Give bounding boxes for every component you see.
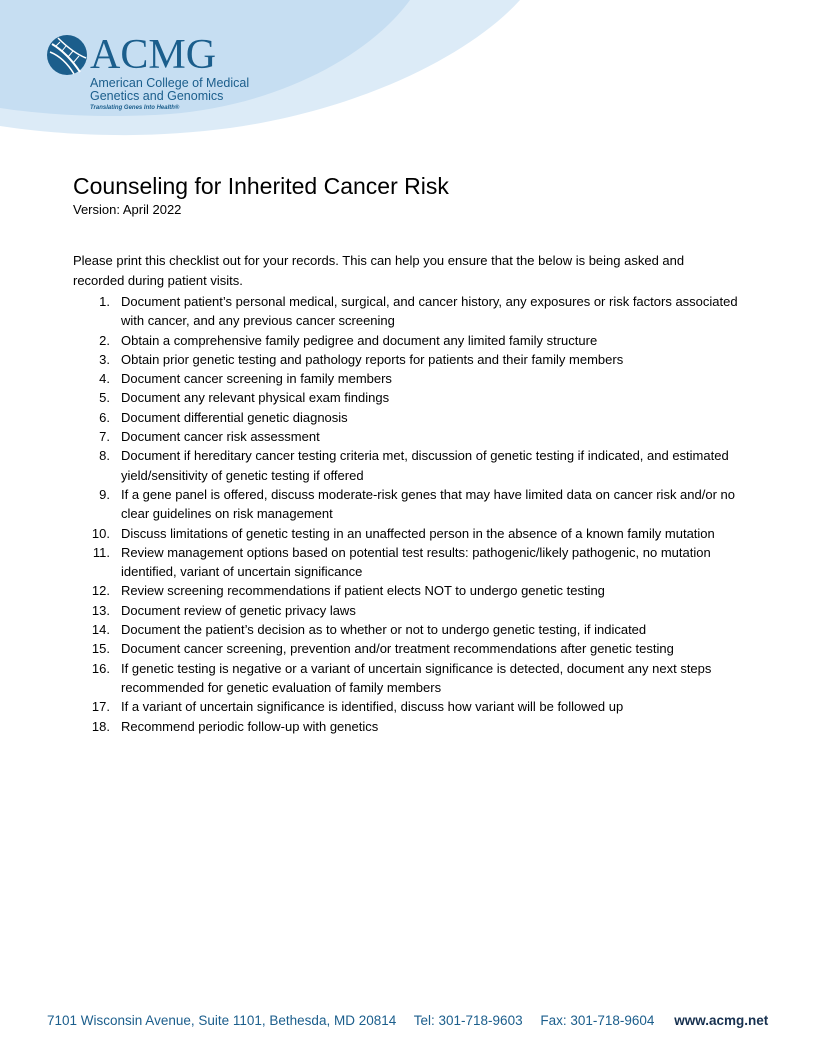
checklist-item <box>0 388 746 407</box>
item-text: If a gene panel is offered, discuss moderate-risk genes that may have limited data on cancer risk and/or no clear guidelines on risk management <box>121 486 735 522</box>
checklist-item <box>0 620 746 639</box>
item-text: Review screening recommendations if patient elects NOT to undergo genetic testing <box>121 583 605 599</box>
checklist-item <box>0 485 746 524</box>
item-number: 14. <box>91 622 110 638</box>
checklist-item <box>0 350 746 369</box>
version-label: Version: April 2022 <box>73 202 182 217</box>
item-text: Document cancer risk assessment <box>121 429 320 445</box>
checklist-item <box>0 717 746 736</box>
footer-website-link[interactable]: www.acmg.net <box>674 1013 769 1028</box>
item-text: Document the patient’s decision as to whether or not to undergo genetic testing, if indicated <box>121 622 647 638</box>
item-number: 13. <box>91 602 110 618</box>
checklist <box>0 292 816 736</box>
logo-name-line-1: American College of Medical <box>90 76 250 90</box>
checklist-item <box>0 331 746 350</box>
item-text: Document differential genetic diagnosis <box>121 409 348 425</box>
intro-paragraph: Please print this checklist out for your records. This can help you ensure that the below is being asked and recorded during patient visits. <box>73 253 685 288</box>
item-text: If genetic testing is negative or a variant of uncertain significance is detected, document any next steps recommended for genetic evaluation of family members <box>121 660 712 695</box>
item-text: Recommend periodic follow-up with genetics <box>121 718 379 734</box>
checklist-item <box>0 524 746 543</box>
item-number: 11. <box>92 544 110 560</box>
item-number: 15. <box>91 641 110 657</box>
item-number: 18. <box>91 718 110 734</box>
item-text: Document any relevant physical exam findings <box>121 390 390 406</box>
footer-fax: Fax: 301-718-9604 <box>540 1013 655 1028</box>
checklist-item <box>0 601 746 620</box>
acmg-logo[interactable] <box>46 34 266 116</box>
checklist-item <box>0 446 746 485</box>
item-number: 7. <box>99 429 110 445</box>
item-text: Document patient’s personal medical, surgical, and cancer history, any exposures or risk factors associated with cancer, and any previous cancer screening <box>121 294 738 329</box>
item-text: If a variant of uncertain significance is identified, discuss how variant will be followed up <box>121 699 624 715</box>
checklist-item <box>0 543 746 582</box>
item-text: Review management options based on potential test results: pathogenic/likely pathogenic, no mutation identified, variant of uncertain significance <box>121 544 711 580</box>
item-number: 16. <box>91 660 110 676</box>
item-number: 1. <box>99 294 110 309</box>
item-number: 2. <box>99 332 110 348</box>
checklist-item <box>0 292 746 331</box>
item-number: 4. <box>99 371 110 387</box>
footer-address: 7101 Wisconsin Avenue, Suite 1101, Bethesda, MD 20814 <box>47 1013 397 1028</box>
item-text: Document review of genetic privacy laws <box>121 602 356 618</box>
checklist-item <box>0 581 746 600</box>
page-title: Counseling for Inherited Cancer Risk <box>73 173 449 199</box>
item-number: 8. <box>99 448 110 464</box>
item-text: Document cancer screening, prevention and/or treatment recommendations after genetic testing <box>121 641 674 657</box>
checklist-item <box>0 639 746 658</box>
globe-dna-icon <box>46 34 88 76</box>
logo-organization-name <box>90 77 270 103</box>
checklist-item <box>0 659 746 698</box>
item-number: 6. <box>99 409 110 425</box>
page-footer <box>47 1012 768 1030</box>
item-text: Obtain a comprehensive family pedigree and document any limited family structure <box>121 332 598 348</box>
item-number: 5. <box>99 390 110 406</box>
logo-tagline: Translating Genes Into Health® <box>90 105 180 111</box>
item-number: 17. <box>91 699 110 715</box>
item-number: 10. <box>91 525 110 541</box>
item-text: Document if hereditary cancer testing criteria met, discussion of genetic testing if indicated, and estimated yield/sensitivity of genetic testing if offered <box>121 448 729 483</box>
item-number: 12. <box>91 583 110 599</box>
item-number: 3. <box>99 351 110 367</box>
checklist-item <box>0 408 746 427</box>
checklist-item <box>0 697 746 716</box>
checklist-item <box>0 369 746 388</box>
item-number: 9. <box>99 486 110 502</box>
footer-telephone: Tel: 301-718-9603 <box>413 1013 523 1028</box>
logo-acronym: ACMG <box>90 32 217 78</box>
logo-name-line-2: Genetics and Genomics <box>90 89 224 103</box>
item-text: Discuss limitations of genetic testing in an unaffected person in the absence of a known family mutation <box>121 525 715 541</box>
item-text: Document cancer screening in family members <box>121 371 392 387</box>
checklist-item <box>0 427 746 446</box>
item-text: Obtain prior genetic testing and pathology reports for patients and their family members <box>121 351 624 367</box>
